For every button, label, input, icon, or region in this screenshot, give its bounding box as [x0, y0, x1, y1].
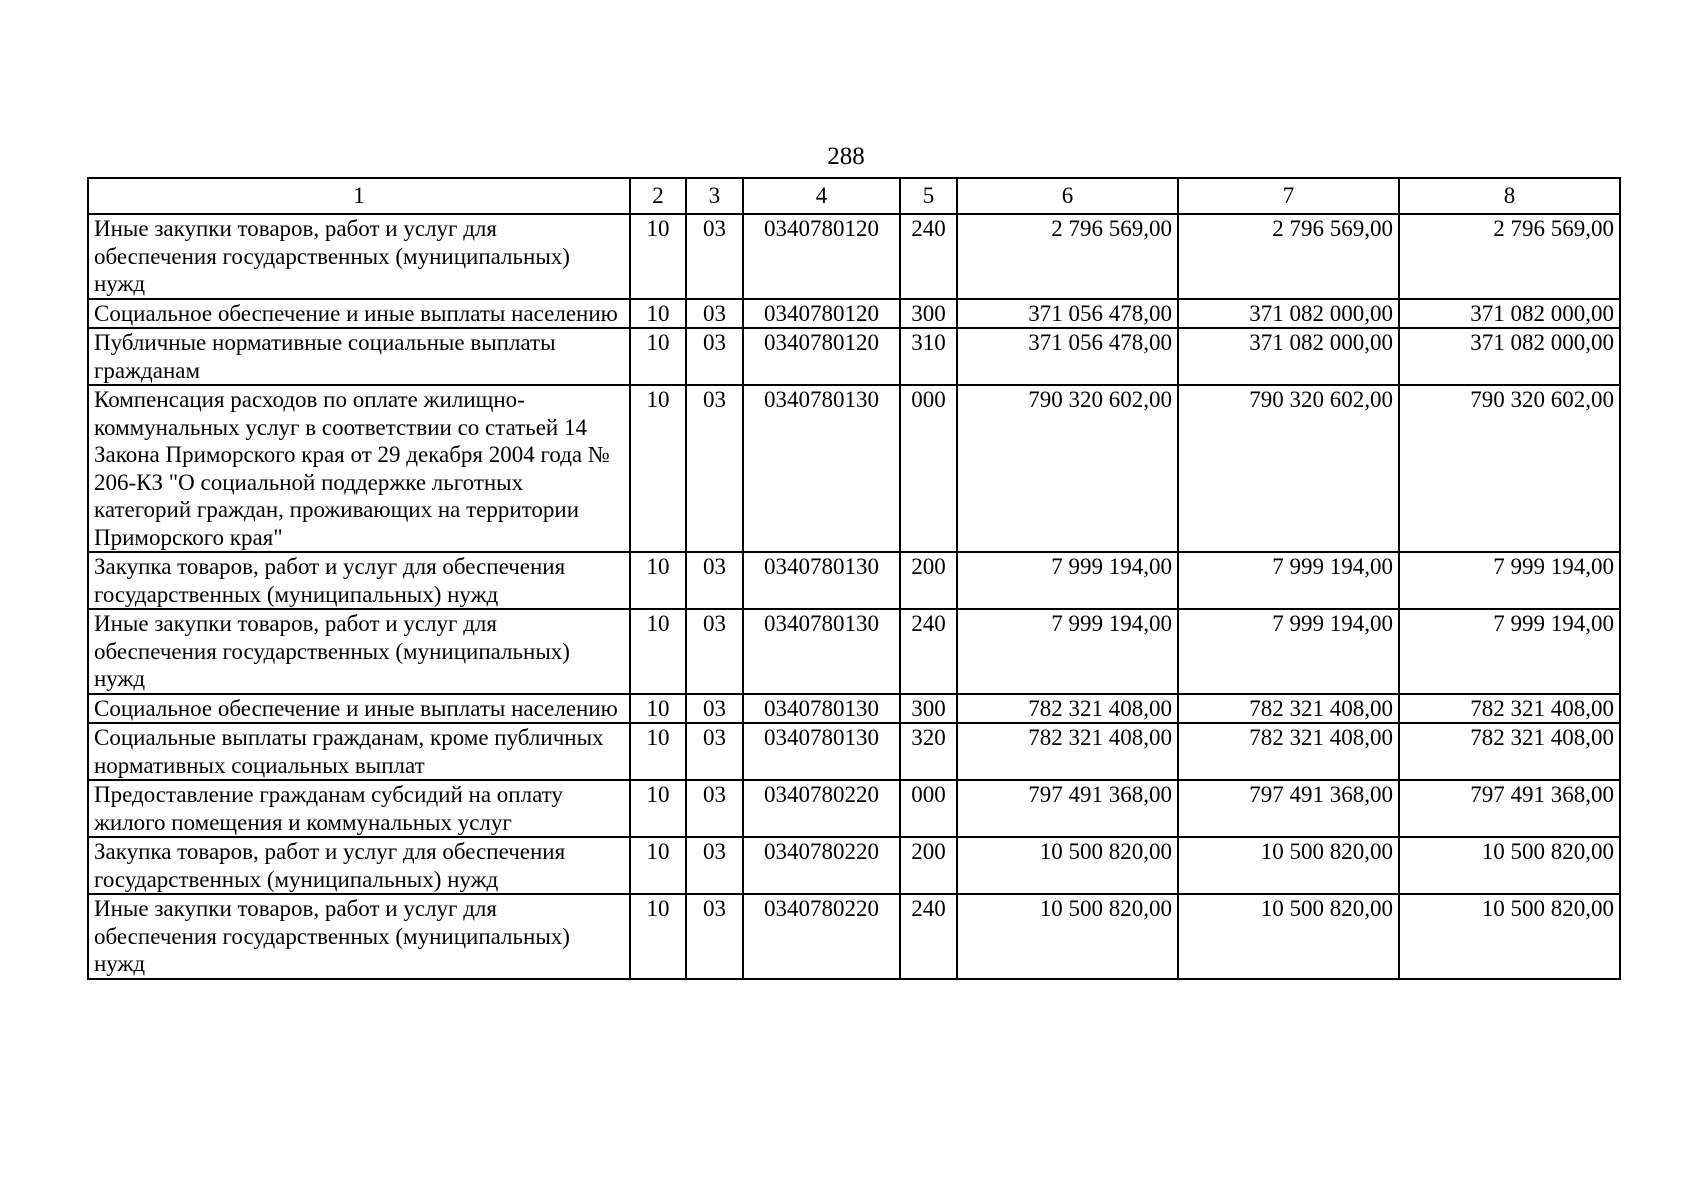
- amount-col8: 7 999 194,00: [1399, 609, 1620, 694]
- expense-type-code: 200: [900, 552, 957, 609]
- subsection-code: 03: [686, 780, 743, 837]
- section-code: 10: [630, 609, 686, 694]
- section-code: 10: [630, 894, 686, 979]
- subsection-code: 03: [686, 328, 743, 385]
- table-row: [88, 694, 1620, 724]
- header-row: [88, 178, 1620, 214]
- header-cell: 4: [743, 178, 900, 214]
- table-row: [88, 780, 1620, 837]
- expense-name: Иные закупки товаров, работ и услуг для обеспечения государственных (муниципальных) нужд: [88, 214, 630, 299]
- expense-name: Иные закупки товаров, работ и услуг для обеспечения государственных (муниципальных) нужд: [88, 894, 630, 979]
- amount-col7: 790 320 602,00: [1178, 385, 1399, 552]
- table-row: [88, 328, 1620, 385]
- amount-col8: 2 796 569,00: [1399, 214, 1620, 299]
- amount-col8: 797 491 368,00: [1399, 780, 1620, 837]
- subsection-code: 03: [686, 385, 743, 552]
- table-row: [88, 723, 1620, 780]
- table-row: [88, 214, 1620, 299]
- expense-type-code: 240: [900, 214, 957, 299]
- amount-col7: 797 491 368,00: [1178, 780, 1399, 837]
- target-article-code: 0340780120: [743, 299, 900, 329]
- section-code: 10: [630, 385, 686, 552]
- amount-col6: 371 056 478,00: [957, 299, 1178, 329]
- section-code: 10: [630, 214, 686, 299]
- header-cell: 1: [88, 178, 630, 214]
- amount-col8: 371 082 000,00: [1399, 328, 1620, 385]
- amount-col7: 10 500 820,00: [1178, 837, 1399, 894]
- section-code: 10: [630, 552, 686, 609]
- amount-col7: 7 999 194,00: [1178, 552, 1399, 609]
- expense-type-code: 300: [900, 299, 957, 329]
- subsection-code: 03: [686, 723, 743, 780]
- amount-col6: 2 796 569,00: [957, 214, 1178, 299]
- amount-col6: 7 999 194,00: [957, 552, 1178, 609]
- header-cell: 2: [630, 178, 686, 214]
- expense-name: Иные закупки товаров, работ и услуг для обеспечения государственных (муниципальных) нужд: [88, 609, 630, 694]
- header-cell: 6: [957, 178, 1178, 214]
- amount-col8: 10 500 820,00: [1399, 837, 1620, 894]
- amount-col7: 10 500 820,00: [1178, 894, 1399, 979]
- subsection-code: 03: [686, 609, 743, 694]
- section-code: 10: [630, 694, 686, 724]
- expense-name: Социальное обеспечение и иные выплаты населению: [88, 299, 630, 329]
- table-row: [88, 385, 1620, 552]
- subsection-code: 03: [686, 214, 743, 299]
- table-row: [88, 552, 1620, 609]
- target-article-code: 0340780220: [743, 894, 900, 979]
- section-code: 10: [630, 299, 686, 329]
- amount-col6: 7 999 194,00: [957, 609, 1178, 694]
- amount-col6: 10 500 820,00: [957, 894, 1178, 979]
- header-cell: 7: [1178, 178, 1399, 214]
- amount-col6: 10 500 820,00: [957, 837, 1178, 894]
- header-cell: 5: [900, 178, 957, 214]
- amount-col8: 10 500 820,00: [1399, 894, 1620, 979]
- amount-col6: 797 491 368,00: [957, 780, 1178, 837]
- subsection-code: 03: [686, 894, 743, 979]
- amount-col8: 782 321 408,00: [1399, 723, 1620, 780]
- budget-table: [87, 177, 1621, 980]
- page-number: 288: [827, 143, 865, 170]
- table-row: [88, 299, 1620, 329]
- expense-name: Предоставление гражданам субсидий на оплату жилого помещения и коммунальных услуг: [88, 780, 630, 837]
- amount-col6: 790 320 602,00: [957, 385, 1178, 552]
- expense-type-code: 240: [900, 609, 957, 694]
- header-cell: 8: [1399, 178, 1620, 214]
- expense-type-code: 310: [900, 328, 957, 385]
- table-row: [88, 894, 1620, 979]
- target-article-code: 0340780220: [743, 780, 900, 837]
- expense-type-code: 300: [900, 694, 957, 724]
- amount-col7: 782 321 408,00: [1178, 723, 1399, 780]
- target-article-code: 0340780130: [743, 694, 900, 724]
- subsection-code: 03: [686, 694, 743, 724]
- target-article-code: 0340780220: [743, 837, 900, 894]
- amount-col7: 371 082 000,00: [1178, 299, 1399, 329]
- section-code: 10: [630, 780, 686, 837]
- amount-col7: 371 082 000,00: [1178, 328, 1399, 385]
- section-code: 10: [630, 837, 686, 894]
- target-article-code: 0340780130: [743, 552, 900, 609]
- target-article-code: 0340780120: [743, 214, 900, 299]
- subsection-code: 03: [686, 837, 743, 894]
- expense-name: Социальные выплаты гражданам, кроме публичных нормативных социальных выплат: [88, 723, 630, 780]
- header-cell: 3: [686, 178, 743, 214]
- amount-col8: 371 082 000,00: [1399, 299, 1620, 329]
- expense-type-code: 000: [900, 780, 957, 837]
- amount-col7: 2 796 569,00: [1178, 214, 1399, 299]
- target-article-code: 0340780130: [743, 385, 900, 552]
- amount-col8: 7 999 194,00: [1399, 552, 1620, 609]
- target-article-code: 0340780130: [743, 723, 900, 780]
- amount-col8: 790 320 602,00: [1399, 385, 1620, 552]
- subsection-code: 03: [686, 299, 743, 329]
- expense-name: Закупка товаров, работ и услуг для обеспечения государственных (муниципальных) нужд: [88, 837, 630, 894]
- expense-type-code: 320: [900, 723, 957, 780]
- expense-name: Публичные нормативные социальные выплаты гражданам: [88, 328, 630, 385]
- table-row: [88, 609, 1620, 694]
- section-code: 10: [630, 328, 686, 385]
- table-row: [88, 837, 1620, 894]
- amount-col6: 782 321 408,00: [957, 723, 1178, 780]
- target-article-code: 0340780130: [743, 609, 900, 694]
- target-article-code: 0340780120: [743, 328, 900, 385]
- section-code: 10: [630, 723, 686, 780]
- expense-type-code: 200: [900, 837, 957, 894]
- amount-col6: 782 321 408,00: [957, 694, 1178, 724]
- amount-col7: 7 999 194,00: [1178, 609, 1399, 694]
- amount-col8: 782 321 408,00: [1399, 694, 1620, 724]
- expense-type-code: 000: [900, 385, 957, 552]
- subsection-code: 03: [686, 552, 743, 609]
- amount-col7: 782 321 408,00: [1178, 694, 1399, 724]
- expense-name: Компенсация расходов по оплате жилищно-коммунальных услуг в соответствии со статьей 14 Закона Приморского края от 29 декабря 2004 года № 206-КЗ "О социальной поддержке льготных категорий граждан, проживающих на территории Приморского края": [88, 385, 630, 552]
- expense-name: Закупка товаров, работ и услуг для обеспечения государственных (муниципальных) нужд: [88, 552, 630, 609]
- expense-name: Социальное обеспечение и иные выплаты населению: [88, 694, 630, 724]
- amount-col6: 371 056 478,00: [957, 328, 1178, 385]
- expense-type-code: 240: [900, 894, 957, 979]
